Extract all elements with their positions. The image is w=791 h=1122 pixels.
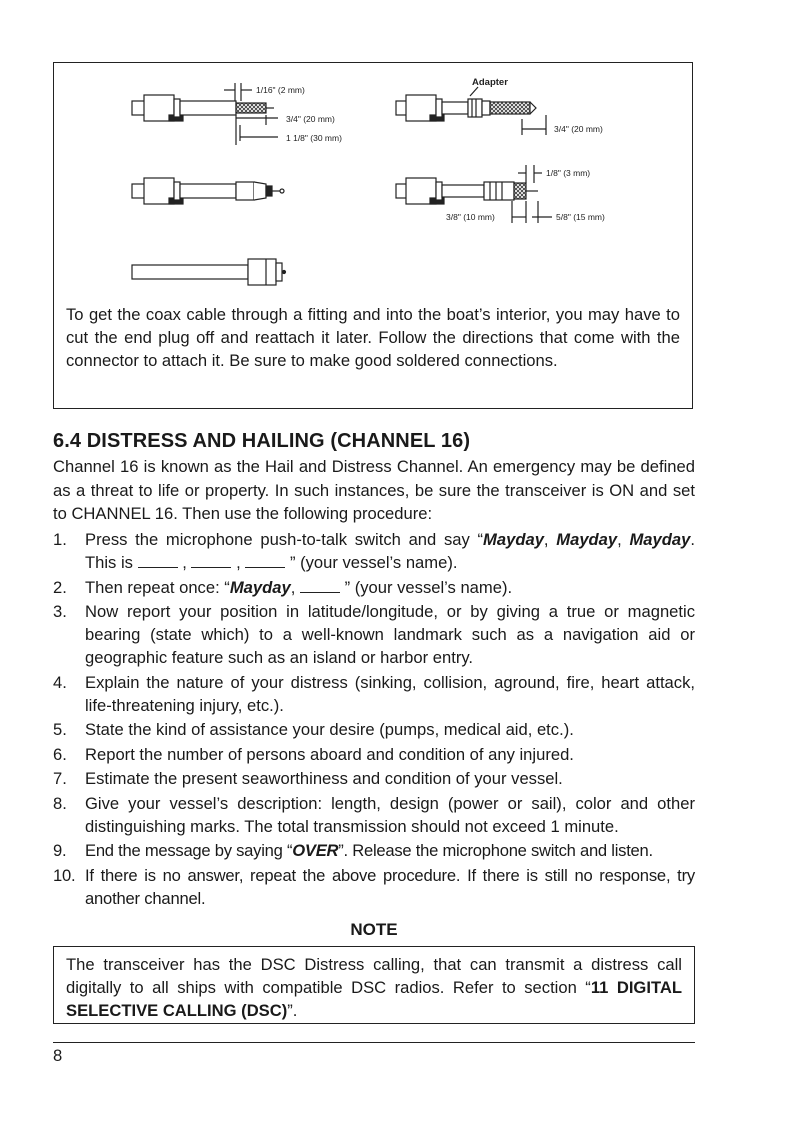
dim-label-a: 1/16" (2 mm) <box>256 85 305 95</box>
list-item: 6. Report the number of persons aboard and condition of any injured. <box>53 744 574 764</box>
coax-connector-diagram <box>54 63 692 303</box>
cable-adapter-braid-step-4 <box>396 178 538 204</box>
section-heading: 6.4 DISTRESS AND HAILING (CHANNEL 16) <box>53 430 471 452</box>
blank-line <box>245 555 285 568</box>
dim-label-f: 3/8" (10 mm) <box>446 212 495 222</box>
section-intro: Channel 16 is known as the Hail and Distress Channel. An emergency may be defined as a threat to life or property. In such instances, be sure the transceiver is ON and set to CHANNEL 16. Then use the following procedure: <box>53 457 695 523</box>
blank-line <box>191 555 231 568</box>
cable-with-adapter-step-2 <box>396 87 536 121</box>
list-item: 2. Then repeat once: “Mayday, ” (your vessel’s name). <box>53 577 513 597</box>
dim-label-g: 5/8" (15 mm) <box>556 212 605 222</box>
list-item: 7. Estimate the present seaworthiness and condition of your vessel. <box>53 769 563 788</box>
list-item: 4. Explain the nature of your distress (sinking, collision, aground, fire, heart attack, life-threatening injury, etc.). <box>53 672 695 715</box>
dim-label-e: 1/8" (3 mm) <box>546 168 591 178</box>
note-title: NOTE <box>350 920 398 939</box>
adapter-label: Adapter <box>472 77 508 88</box>
distress-procedure-list <box>53 528 695 911</box>
list-item: 8. Give your vessel’s description: length, design (power or sail), color and other distinguishing marks. The total transmission should not exceed 1 minute. <box>53 793 695 836</box>
page-number: 8 <box>53 1046 63 1065</box>
list-item: 10. If there is no answer, repeat the above procedure. If there is still no response, try another channel. <box>53 865 695 908</box>
cable-stripped-step-1 <box>132 95 274 121</box>
coax-figure-box <box>53 62 693 409</box>
footer-divider <box>53 1042 695 1043</box>
cable-finished-step-5 <box>132 259 286 285</box>
dim-label-b: 3/4" (20 mm) <box>286 114 335 124</box>
blank-line <box>138 555 178 568</box>
blank-line <box>300 580 340 593</box>
list-item: 5. State the kind of assistance your desire (pumps, medical aid, etc.). <box>53 720 574 739</box>
dim-label-c: 1 1/8" (30 mm) <box>286 133 342 143</box>
list-item: 9. End the message by saying “OVER”. Release the microphone switch and listen. <box>53 841 653 860</box>
coax-instructions-text: To get the coax cable through a fitting and into the boat’s interior, you may have to cut the end plug off and reattach it later. Follow the directions that come with the connector to attach it. Be sure to make good soldered connections. <box>66 305 680 370</box>
note-text: The transceiver has the DSC Distress calling, that can transmit a distress call digitally to all ships with compatible DSC radios. Refer to section “11 DIGITAL SELECTIVE CALLING (DSC)”. <box>66 955 682 1020</box>
dim-label-d: 3/4" (20 mm) <box>554 124 603 134</box>
list-item: 1. Press the microphone push-to-talk switch and say “Mayday, Mayday, Mayday. This is , , ” (your vessel’s name). <box>53 530 695 572</box>
list-item: 3. Now report your position in latitude/longitude, or by giving a true or magnetic bearing (state which) to a well-known landmark such as a navigation aid or geographic feature such as an island or harbor entry. <box>53 602 695 667</box>
cable-with-plug-step-3 <box>132 178 284 204</box>
note-box <box>53 946 695 1024</box>
